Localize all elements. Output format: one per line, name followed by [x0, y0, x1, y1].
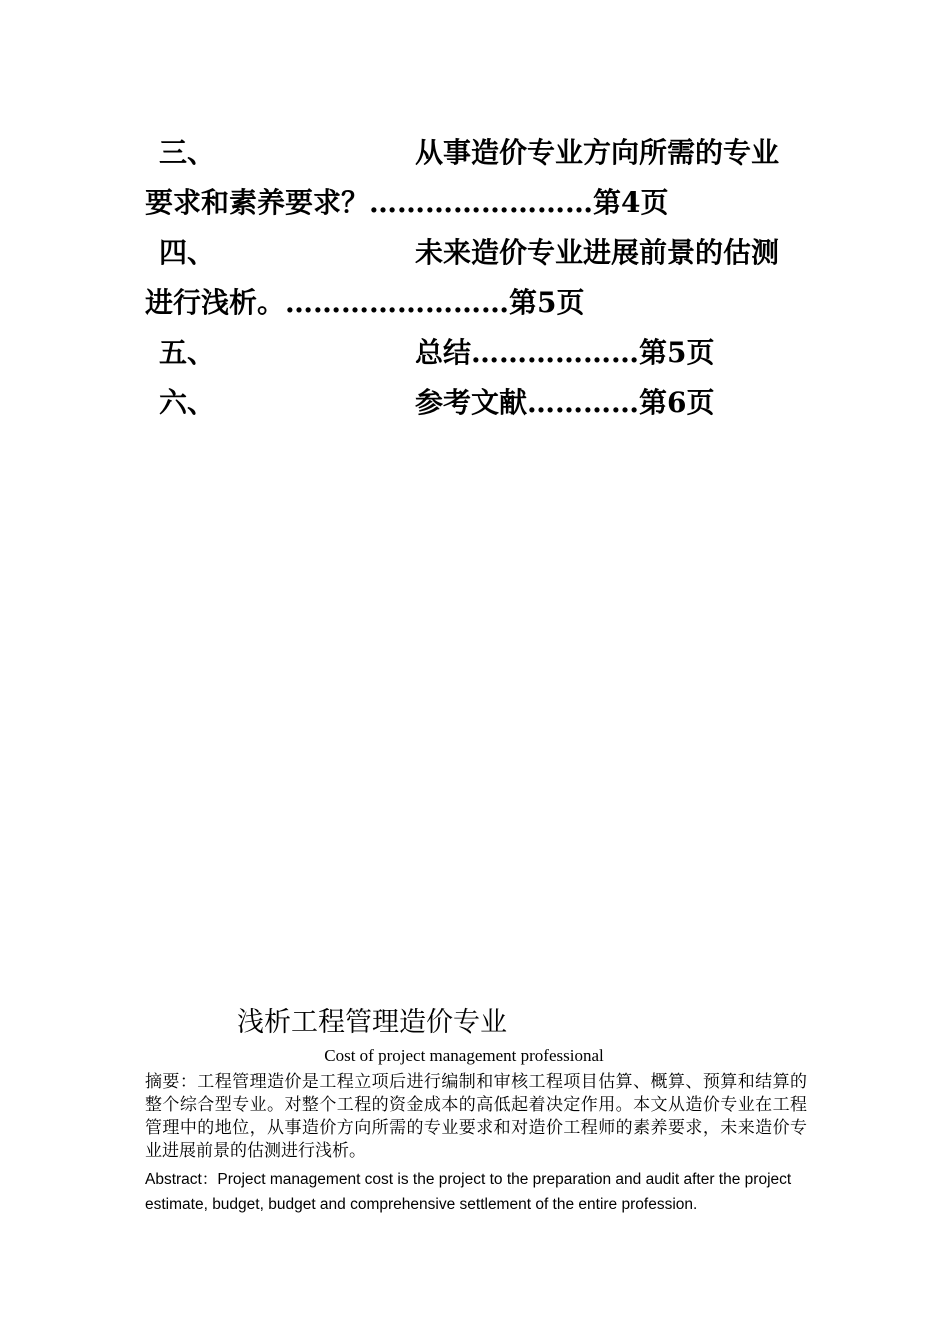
toc-item-text-continued: 进行浅析。……………………第5页: [145, 286, 585, 319]
toc-item-text: 从事造价专业方向所需的专业: [415, 136, 780, 169]
toc-item-number: 四、: [159, 236, 216, 269]
toc-item-5: [145, 328, 810, 378]
toc-item-3: [145, 128, 810, 178]
toc-item-4: [145, 228, 810, 278]
toc-item-text: 总结………………第5页: [415, 336, 715, 369]
toc-item-number: 五、: [159, 336, 216, 369]
toc-item-4-continued: [145, 278, 810, 328]
table-of-contents: [145, 128, 810, 428]
toc-item-text: 参考文献…………第6页: [415, 386, 715, 419]
toc-item-6: [145, 378, 810, 428]
toc-item-text-continued: 要求和素养要求？……………………第4页: [145, 186, 669, 219]
article-title: 浅析工程管理造价专业: [237, 1007, 507, 1038]
toc-item-3-continued: [145, 178, 810, 228]
toc-item-number: 三、: [159, 136, 216, 169]
abstract-english: Abstract：Project management cost is the project to the preparation and audit after the project estimate, budget, budget and comprehensive settlement of the entire profession.: [145, 1171, 792, 1213]
article-subtitle: Cost of project management professional: [324, 1046, 604, 1065]
toc-item-text: 未来造价专业进展前景的估测: [415, 236, 780, 269]
toc-item-number: 六、: [159, 386, 216, 419]
abstract-chinese: 摘要：工程管理造价是工程立项后进行编制和审核工程项目估算、概算、预算和结算的整个综合型专业。对整个工程的资金成本的高低起着决定作用。本文从造价专业在工程管理中的地位，从事造价方向所需的专业要求和对造价工程师的素养要求，未来造价专业进展前景的估测进行浅析。: [145, 1072, 807, 1161]
